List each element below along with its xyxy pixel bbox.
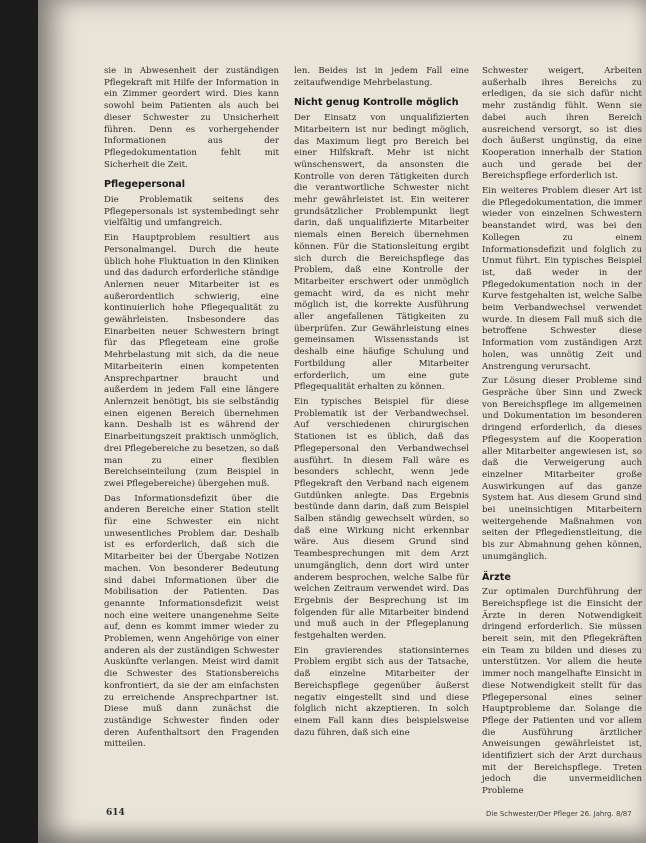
section-heading: Ärzte (482, 571, 511, 583)
text-column-3 (482, 66, 642, 801)
paragraph: len. Beides ist in jedem Fall eine zeitaufwendige Mehrbelastung. (294, 66, 469, 88)
section-heading: Nicht genug Kontrolle möglich (294, 97, 459, 109)
paragraph: Die Problematik seitens des Pflegepersonals ist systembedingt sehr vielfältig und umfangreich. (104, 195, 279, 229)
page-number: 614 (106, 808, 125, 818)
paragraph: Ein weiteres Problem dieser Art ist die Pflegedokumentation, die immer wieder von einzelnen Schwestern beanstandet wird, was bei den Kollegen zu einem Informationsdefizit und folglich zu Unmut führt. Ein typisches Beispiel ist, daß weder in der Pflegedokumentation noch in der Kurve festgehalten ist, welche Salbe beim Verbandwechsel verwendet wurde. In diesem Fall muß sich die betroffene Schwester diese Information vom zuständigen Arzt holen, was unnötig Zeit und Anstrengung verursacht. (482, 186, 642, 372)
document-page (38, 0, 646, 843)
paragraph: Ein gravierendes stationsinternes Problem ergibt sich aus der Tatsache, daß einzelne Mitarbeiter der Bereichspflege gegenüber äußerst negativ eingestellt sind und diese folglich nicht akzeptieren. In solch einem Fall kann dies beispielsweise dazu führen, daß sich eine (294, 645, 469, 738)
paragraph: Der Einsatz von unqualifizierten Mitarbeitern ist nur bedingt möglich, das Maximum liegt pro Bereich bei einer Hilfskraft. Mehr ist nicht wünschenswert, da ansonsten die Kontrolle von deren Tätigkeiten durch die verantwortliche Schwester nicht mehr gewährleistet ist. Ein weiterer grundsätzlicher Problempunkt liegt darin, daß unqualifizierte Mitarbeiter niemals einen Bereich übernehmen können. Für die Stationsleitung ergibt sich durch die Bereichspflege das Problem, daß eine Kontrolle der Mitarbeiter erschwert oder unmöglich gemacht wird, da es nicht mehr möglich ist, die korrekte Ausführung aller angefallenen Tätigkeiten zu überprüfen. Zur Gewährleistung eines gemeinsamen Wissensstands ist deshalb eine häufige Schulung und Fortbildung aller Mitarbeiter erforderlich, um eine gute Pflegequalität erhalten zu können. (294, 113, 469, 393)
paragraph: Zur Lösung dieser Probleme sind Gespräche über Sinn und Zweck von Bereichspflege im allgemeinen und Dokumentation im besonderen dringend erforderlich, da dieses Pflegesystem auf die Kooperation aller Mitarbeiter angewiesen ist, so daß die Verweigerung auch einzelner Mitarbeiter große Auswirkungen auf das ganze System hat. Aus diesem Grund sind bei uneinsichtigen Mitarbeitern weitergehende Maßnahmen von seiten der Pflegedienstleitung, die bis zur Abmahnung gehen können, unumgänglich. (482, 376, 642, 562)
paragraph: Ein typisches Beispiel für diese Problematik ist der Verbandwechsel. Auf verschiedenen chirurgischen Stationen ist es üblich, daß das Pflegepersonal den Verbandwechsel ausführt. In diesem Fall wäre es besonders schlecht, wenn jede Pflegekraft den Verband nach eigenem Gutdünken anlegte. Das Ergebnis bestünde dann darin, daß zum Beispiel Salben ständig gewechselt würden, so daß eine Wirkung nicht erkennbar wäre. Aus diesem Grund sind Teambesprechungen mit dem Arzt unumgänglich, denn dort wird unter anderem besprochen, welche Salbe für welchen Zeitraum verwendet wird. Das Ergebnis der Besprechung ist im folgenden für alle Mitarbeiter bindend und muß auch in der Pflegeplanung festgehalten werden. (294, 396, 469, 642)
paragraph: Das Informationsdefizit über die anderen Bereiche einer Station stellt für eine Schwester ein nicht unwesentliches Problem dar. Deshalb ist es erforderlich, daß sich die Mitarbeiter bei der Übergabe Notizen machen. Von besonderer Bedeutung sind dabei Informationen über die Mobilisation der Patienten. Das genannte Informationsdefizit weist noch eine weitere unangenehme Seite auf, denn es kommt immer wieder zu Problemen, wenn Angehörige von einer anderen als der zuständigen Schwester Auskünfte verlangen. Meist wird damit die Schwester des Stationsbereichs konfrontiert, da sie der am einfachsten zu erreichende Ansprechpartner ist. Diese muß dann zunächst die zuständige Schwester finden oder deren Aufenthaltsort den Fragenden mitteilen. (104, 493, 279, 750)
text-column-1 (104, 66, 279, 754)
paragraph: Zur optimalen Durchführung der Bereichspflege ist die Einsicht der Ärzte in deren Notwendigkeit dringend erforderlich. Sie müssen bereit sein, mit den Pflegekräften ein Team zu bilden und dieses zu unterstützen. Vor allem die heute immer noch mangelhafte Einsicht in diese Notwendigkeit stellt für das Pflegepersonal eines seiner Hauptprobleme dar. Solange die Pflege der Patienten und vor allem die Ausführung ärztlicher Anweisungen gewährleistet ist, identifiziert sich der Arzt durchaus mit der Bereichspflege. Treten jedoch die unvermeidlichen Probleme (482, 587, 642, 797)
page-source: Die Schwester/Der Pfleger 26. Jahrg. 8/87 (486, 810, 632, 818)
paragraph: Schwester weigert, Arbeiten außerhalb ihres Bereichs zu erledigen, da sie sich dafür nicht mehr zuständig fühlt. Wenn sie dabei auch ihren Bereich ausreichend versorgt, so ist dies doch äußerst ungünstig, da eine Kooperation innerhalb der Station auch und gerade bei der Bereichspflege erforderlich ist. (482, 66, 642, 182)
paragraph: sie in Abwesenheit der zuständigen Pflegekraft mit Hilfe der Information in ein Zimmer geordert wird. Dies kann sowohl beim Patienten als auch bei dieser Schwester zu Unsicherheit führen. Denn es vorhergehender Informationen aus der Pflegedokumentation fehlt mit Sicherheit die Zeit. (104, 66, 279, 170)
paragraph: Ein Hauptproblem resultiert aus Personalmangel. Durch die heute üblich hohe Fluktuation in den Kliniken und das dadurch erforderliche ständige Anlernen neuer Mitarbeiter ist es außerordentlich schwierig, eine kontinuierlich hohe Pflegequalität zu gewährleisten. Insbesondere das Einarbeiten neuer Schwestern bringt für das Pflegeteam eine große Mehrbelastung mit sich, da die neue Mitarbeiterin einen kompetenten Ansprechpartner braucht und außerdem in jedem Fall eine längere Anlernzeit benötigt, bis sie selbständig einen eigenen Bereich übernehmen kann. Deshalb ist es während der Einarbeitungszeit praktisch unmöglich, drei Pflegebereiche zu besetzen, so daß man zu einer flexiblen Bereichseinteilung (zum Beispiel in zwei Pflegebereiche) übergehen muß. (104, 233, 279, 489)
section-heading: Pflegepersonal (104, 179, 186, 191)
text-column-2 (294, 66, 469, 742)
